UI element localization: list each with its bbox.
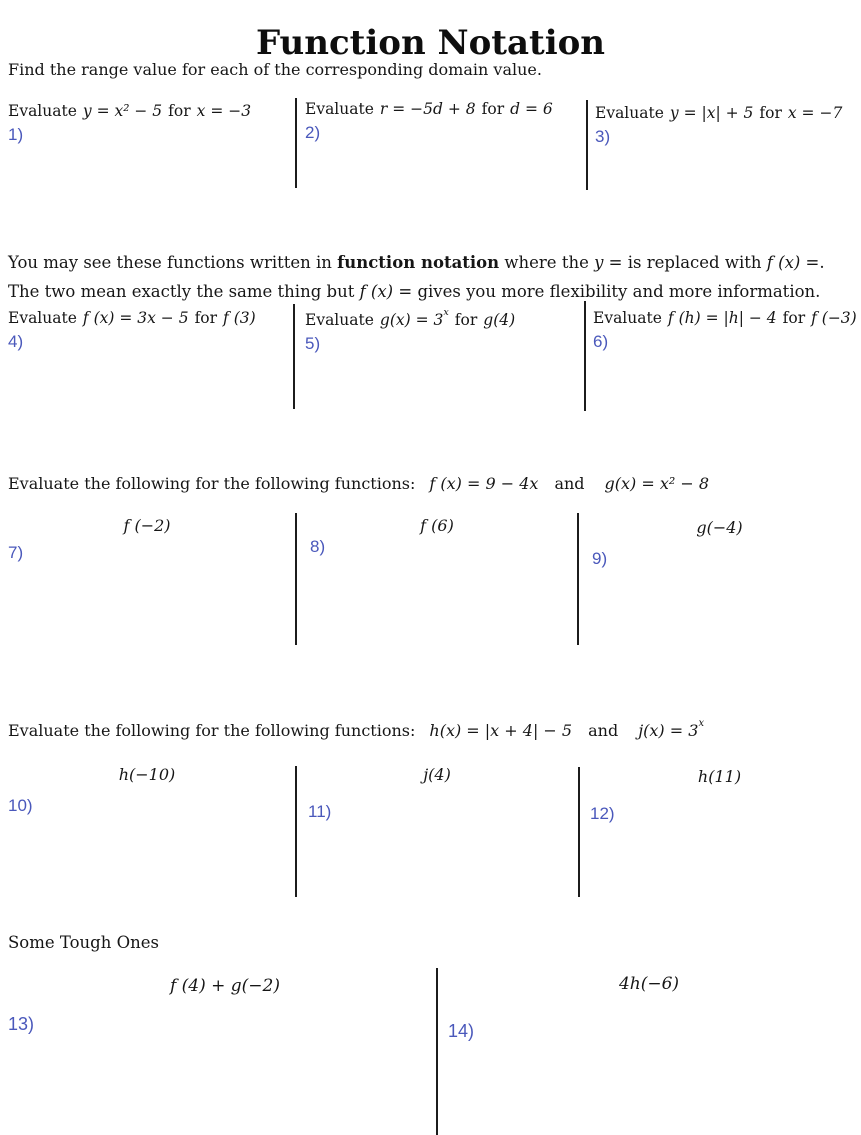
function-g-definition: g(x) = x² − 8 [604, 474, 710, 493]
problem-6 [593, 309, 857, 352]
page-title: Function Notation [255, 22, 606, 63]
problem-6-number: 6) [593, 332, 609, 351]
function-f-definition: f (x) = 9 − 4x [429, 474, 539, 493]
problem-12-number: 12) [590, 804, 615, 823]
explanation-line-1: You may see these functions written in function notation where the y = is replaced with f (x) =. [8, 252, 825, 272]
problem-14-expression: 4h(−6) [618, 974, 680, 994]
problem-12-expression: h(11) [697, 767, 742, 786]
problem-8-number: 8) [310, 537, 326, 556]
problem-1-statement: Evaluate y = x² − 5 for x = −3 [8, 102, 252, 120]
tough-ones-heading: Some Tough Ones [8, 933, 159, 952]
problem-11-number: 11) [308, 802, 332, 821]
problem-7-expression: f (−2) [123, 516, 171, 535]
column-divider [586, 100, 588, 190]
intro-text: Find the range value for each of the corresponding domain value. [8, 60, 542, 79]
problem-6-statement: Evaluate f (h) = |h| − 4 for f (−3) [593, 309, 857, 327]
problem-9-expression: g(−4) [696, 518, 743, 537]
explanation-line-2: The two mean exactly the same thing but f (x) = gives you more flexibility and more information. [8, 281, 821, 301]
function-notation-bold: function notation [337, 252, 500, 272]
problem-13-expression: f (4) + g(−2) [169, 976, 281, 996]
problem-13-number: 13) [8, 1014, 35, 1034]
problem-1 [8, 102, 290, 145]
formula-with-exponent: $g(x) = 3^x$ [379, 307, 449, 329]
problem-1-number: 1) [8, 125, 24, 144]
exponent: x [698, 717, 705, 729]
problem-4-number: 4) [8, 332, 24, 351]
problem-14-number: 14) [448, 1021, 475, 1041]
problem-5-number: 5) [305, 334, 321, 353]
problem-3-statement: Evaluate y = |x| + 5 for x = −7 [595, 104, 843, 122]
problem-9-number: 9) [592, 549, 608, 568]
problem-7-number: 7) [8, 543, 24, 562]
column-divider [584, 301, 586, 411]
problem-4 [8, 309, 290, 352]
problem-10-number: 10) [8, 796, 33, 815]
section-4-header: Evaluate the following for the following functions: h(x) = |x + 4| − 5 and $j(x) = 3^x$ [8, 717, 705, 740]
problem-5-statement: Evaluate $g(x) = 3^x$ for g(4) [305, 307, 516, 329]
function-h-definition: h(x) = |x + 4| − 5 [429, 721, 573, 740]
problem-2 [305, 100, 581, 143]
problem-8-expression: f (6) [420, 516, 454, 535]
problem-3 [595, 104, 857, 147]
problem-4-statement: Evaluate f (x) = 3x − 5 for f (3) [8, 309, 256, 327]
section-3-header: Evaluate the following for the following functions: f (x) = 9 − 4x and g(x) = x² − 8 [8, 474, 710, 493]
problem-3-number: 3) [595, 127, 611, 146]
exponent: x [443, 307, 449, 319]
problem-2-number: 2) [305, 123, 321, 142]
column-divider [578, 767, 580, 897]
function-j-definition: $j(x) = 3^x$ [638, 717, 705, 740]
column-divider [293, 304, 295, 409]
problem-2-statement: Evaluate r = −5d + 8 for d = 6 [305, 100, 553, 118]
column-divider [295, 98, 297, 188]
explanation-paragraph [8, 248, 856, 306]
problem-10-expression: h(−10) [118, 765, 176, 784]
column-divider [295, 766, 297, 897]
problem-5 [305, 307, 577, 354]
problem-11-expression: j(4) [423, 765, 451, 784]
